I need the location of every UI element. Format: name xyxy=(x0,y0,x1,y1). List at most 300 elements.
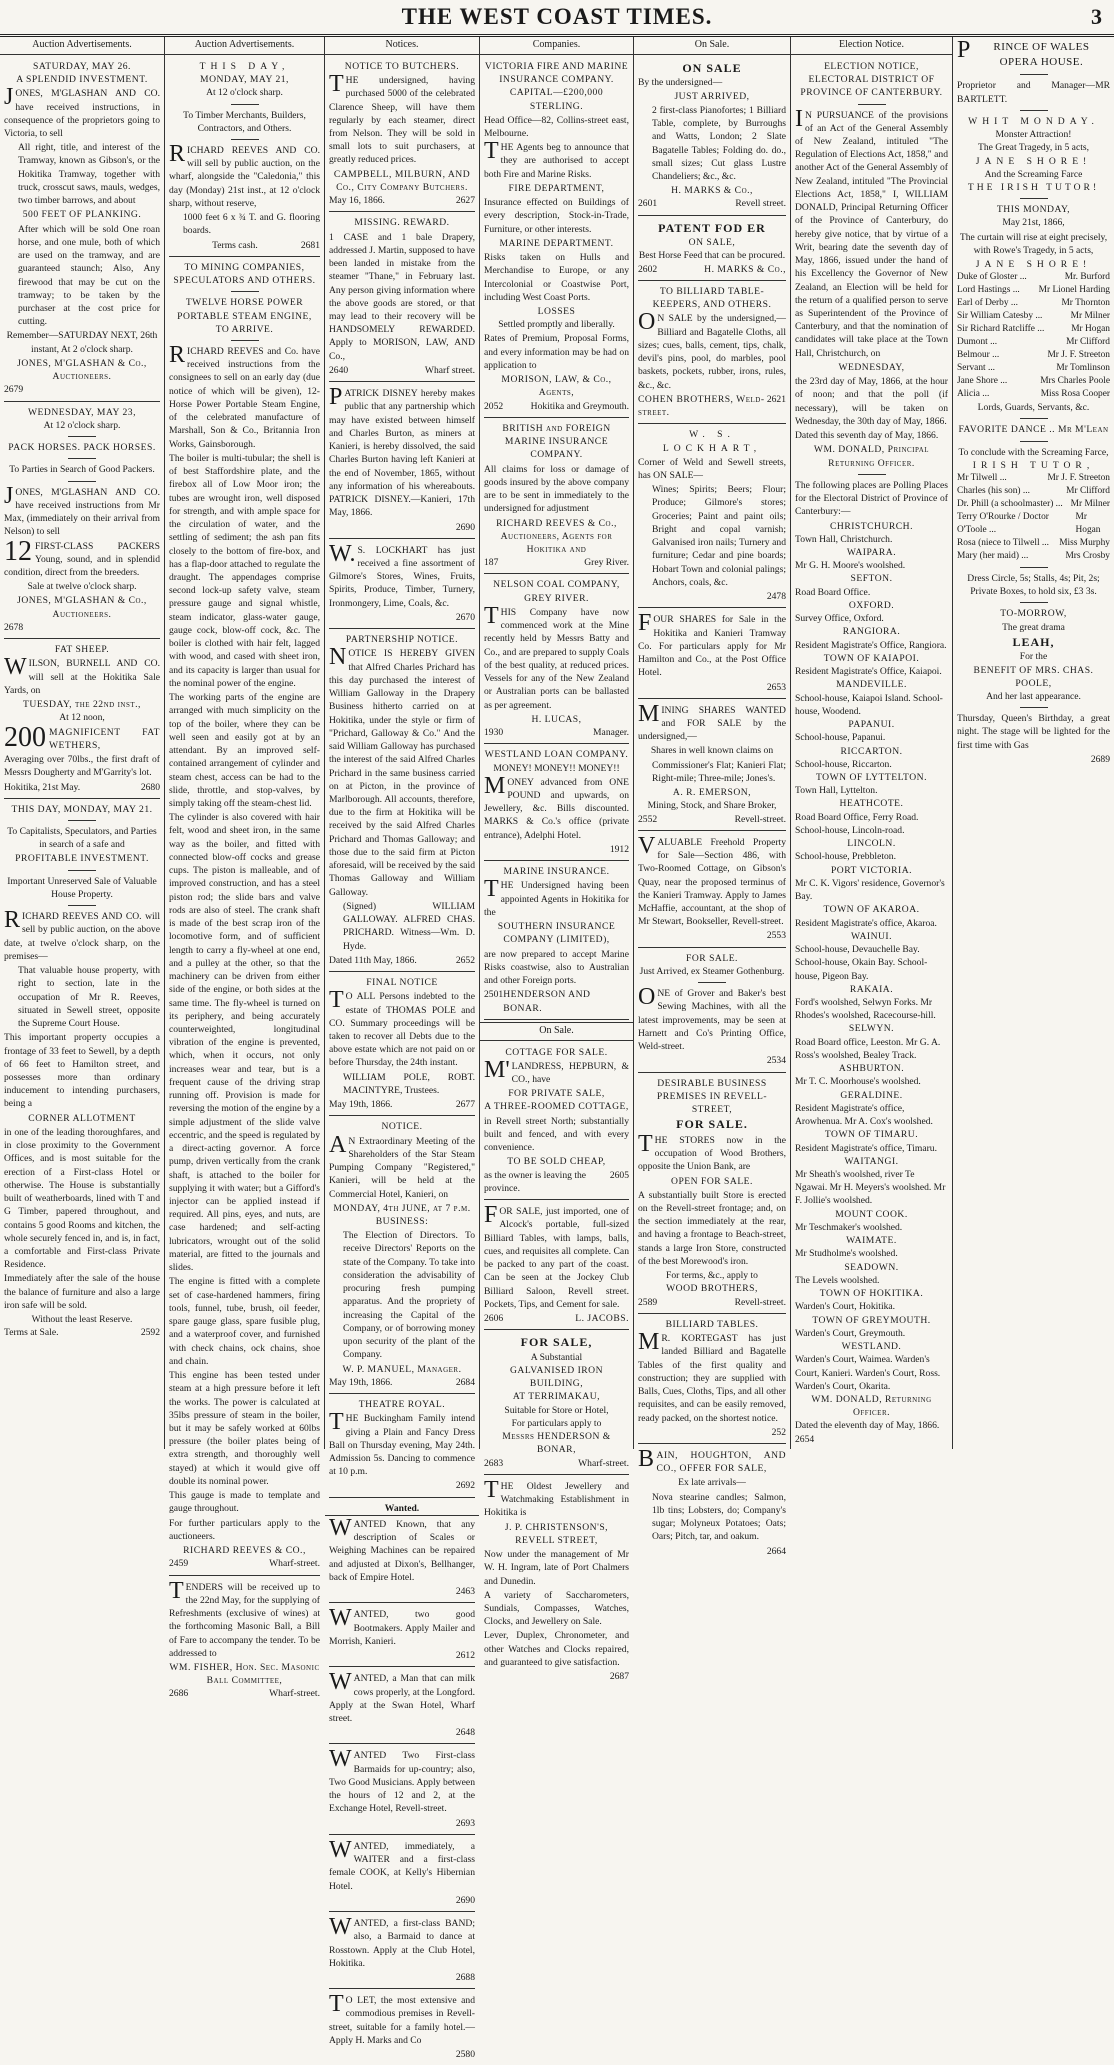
ad-number: 2589 xyxy=(638,1296,658,1308)
ad-by: By the undersigned— xyxy=(638,77,723,89)
column-heading: Notices. xyxy=(325,37,479,55)
ad-bain-houghton xyxy=(638,1446,786,1562)
ad-fire: FIRE DEPARTMENT, xyxy=(508,182,605,194)
rule xyxy=(68,458,96,459)
notice-final xyxy=(329,974,475,1116)
polling-district: CHRISTCHURCH. xyxy=(830,520,913,532)
election-notice xyxy=(795,58,948,1450)
cast-actor: Mr. Burford xyxy=(1064,272,1110,283)
cast-actor: Mr Hogan xyxy=(1071,324,1110,335)
ad-victoria-insurance xyxy=(484,58,629,418)
ad-cheap: TO BE SOLD CHEAP, xyxy=(507,1156,606,1168)
ad-body: THE Oldest Jewellery and Watchmaking Establishment in Hokitika is xyxy=(484,1476,629,1519)
ad-pack-horses xyxy=(4,404,160,640)
ad-terms: Terms cash. xyxy=(212,239,258,251)
ad-signature: H. MARKS & Co., xyxy=(671,185,753,197)
ad-losses: LOSSES xyxy=(537,306,576,318)
notice-lockhart xyxy=(329,541,475,629)
ad-at: AT TERRIMAKAU, xyxy=(512,1391,601,1403)
ad-tramway-shares xyxy=(638,610,786,698)
ad-body: TENDERS will be received up to the 22nd May, for the supplying of Refreshments (exclusive of wines) at the forthcoming Masonic Ball, a Bill of Fare to accompany the tender. To be addressed to xyxy=(169,1577,320,1659)
cast-actor: Mr Hogan xyxy=(1075,511,1101,535)
ad-sub: To Capitalists, Speculators, and Parties in search of a safe and xyxy=(7,825,157,851)
ad-sale: FOR PRIVATE SALE, xyxy=(508,1088,605,1100)
ad-sub2: Important Unreserved Sale of Valuable House Property. xyxy=(7,875,157,900)
polling-place: School-house, Prebbleton. xyxy=(795,851,896,863)
polling-district: TOWN OF TIMARU. xyxy=(824,1129,919,1141)
cast-role: Earl of Derby ... xyxy=(957,298,1018,309)
ad-terms: Terms at Sale. xyxy=(4,1327,59,1339)
polling-place: Resident Magistrate's office, Timaru. xyxy=(795,1142,937,1154)
ad-signature: MORISON, LAW, & Co., Agents, xyxy=(501,374,612,399)
ad-time: At 12 noon, xyxy=(59,712,105,724)
ad-heading: TO BILLIARD TABLE-KEEPERS, AND OTHERS. xyxy=(652,285,772,311)
ad-body: FOUR SHARES for Sale in the Hokitika and Kanieri Tramway Co. For particulars apply for Mr Hamilton and Co., at the Post Office Hotel. xyxy=(638,610,786,679)
ad-open: OPEN FOR SALE. xyxy=(671,1175,753,1187)
ad-signature: WOOD BROTHERS, xyxy=(666,1283,758,1295)
ad-billiard-tables xyxy=(638,1316,786,1444)
ad-arrived: Just Arrived, ex Steamer Gothenburg. xyxy=(639,965,785,977)
ad-body: MR. KORTEGAST has just landed Billiard and Bagatelle Tables of the first quality and construction; they are supplied with Balls, Cues, Cloths, Tips, and all other requisites, and can be easily removed, ready packed, on the shortest notice. xyxy=(638,1329,786,1424)
ad-body: PATRICK DISNEY hereby makes public that any partnership which may have existed between himself and Charles Burton, as miners at Kanieri, is hereby dissolved, the said Charles Burton having left Kanieri at the end of November, 1865, without any information of his whereabouts. PATRICK DISNEY.—Kanieri, 17th May, 1866. xyxy=(329,384,475,519)
ad-reminder: Remember—SATURDAY NEXT, 26th instant, At 2 o'clock sharp. xyxy=(6,330,158,355)
notice-body-1: IN PURSUANCE of the provisions of an Act of the General Assembly of New Zealand, intituled "The Regulation of Elections Act, 1858," and another Act of the General Assembly of New Zealand, intituled "The Provincial Elections Act, 1858," I, WILLIAM DONALD, Principal Returning Officer of the Province of Canterbury, do hereby give notice, that by virtue of a Writ, bearing date the seventh day of May, 1866, issued under the hand of his Excellency the Governor of New Zealand, an Election will be held for the return of a qualified person to serve as Superintendent of the Province of Canterbury, and that the nomination of candidates will take place at the Town Hall, Christchurch, on xyxy=(795,105,948,359)
theatre-this: THIS MONDAY, xyxy=(996,204,1071,216)
polling-district: WAITANGI. xyxy=(844,1155,899,1167)
cast-actor: Miss Rosa Cooper xyxy=(1040,389,1110,400)
ad-particulars: For particulars apply to xyxy=(511,1417,602,1429)
theatre-farce: And the Screaming Farce xyxy=(984,168,1083,180)
polling-district: SELWYN. xyxy=(848,1023,895,1035)
ad-body-2: The boiler is multi-tubular; the shell is of best Staffordshire plate, and the firebox all of Low Moor iron; the tubes are wrought iron, well disposed for strength, and with ample space for the circulation of water, and the settling of sediment; the ash pan fits closely to the bottom of fire-box, and has a flap-door attached to regulate the draught. The appendages comprise second lock-up safety valve, steam pressure gauge and signal whistle, steam indicator, glass-water gauge, gauge cock, blow-off cock, &c. The boiler is clothed with hair felt, lagged with wood, and cased with sheet iron, and its capacity is larger than usual for the nominal power of the engine. xyxy=(169,452,320,689)
polling-district: TOWN OF HOKITIKA. xyxy=(819,1288,924,1300)
column-3 xyxy=(325,37,480,2061)
theatre-whit: WHIT MONDAY. xyxy=(968,115,1099,127)
theatre-prices: Dress Circle, 5s; Stalls, 4s; Pit, 2s; Private Boxes, to hold six, £3 3s. xyxy=(967,572,1100,598)
ad-marine-insurance xyxy=(484,863,629,1020)
ad-number: 2664 xyxy=(766,1545,786,1557)
polling-place: Ford's woolshed, Selwyn Forks. Mr Rhodes's woolshed, Racecourse-hill. xyxy=(795,996,936,1022)
ad-terms: For terms, &c., apply to xyxy=(666,1270,758,1282)
ad-house-property xyxy=(4,801,160,1344)
polling-place: School-house, Devauchelle Bay. School-house, Okain Bay. School-house, Pigeon Bay. xyxy=(795,944,928,982)
ad-sub: Shares in well known claims on xyxy=(650,745,774,757)
wanted-section xyxy=(329,1500,475,1604)
ad-signature: HENDERSON AND BONAR. xyxy=(503,989,591,1014)
polling-place: Warden's Court, Hokitika. xyxy=(795,1301,896,1313)
polling-district: RICCARTON. xyxy=(840,745,903,757)
polling-district: WESTLAND. xyxy=(841,1341,902,1353)
rule xyxy=(231,139,259,140)
rule xyxy=(1020,567,1048,568)
cast-actor: Miss Murphy xyxy=(1059,537,1110,548)
theatre-conclude: To conclude with the Screaming Farce, xyxy=(958,446,1109,458)
cast-row xyxy=(957,472,1110,485)
ad-signature: CAMPBELL, MILBURN, AND Co., City Company Butchers. xyxy=(333,168,471,193)
notice-partnership xyxy=(329,631,475,972)
ad-heading: MARINE INSURANCE. xyxy=(503,866,610,878)
polling-place: Resident Magistrate's Office, Rangiora. xyxy=(795,639,947,651)
ad-fat-sheep xyxy=(4,641,160,799)
ad-desc: A substantially built Store is erected on the Revell-street frontage; and, on the section immediately at the rear, and having a frontage to Beach-street, stands a large Iron Store, constructed of the best Morewood's iron. xyxy=(638,1189,786,1267)
ad-heading: PARTNERSHIP NOTICE. xyxy=(345,634,459,646)
cast-actor: Mr J. F. Streeton xyxy=(1047,350,1110,361)
ad-on-sale-marks xyxy=(638,58,786,216)
ad-heading: BAIN, HOUGHTON, AND CO., OFFER FOR SALE, xyxy=(638,1446,786,1475)
ad-body: MONEY advanced from ONE POUND and upwards, on Jewellery, &c. Bills discounted. MARKS & Co.'s office (private entrance), Adelphi Hotel. xyxy=(484,772,629,841)
ad-variety: A variety of Saccharometers, Sundials, Compasses, Watches, Clocks, and Jewellery on Sale. xyxy=(484,1589,629,1628)
ad-nelson-coal xyxy=(484,576,629,744)
theatre-tutor: IRISH TUTOR, xyxy=(972,459,1095,471)
ad-number: 2690 xyxy=(455,1894,475,1906)
ad-location: in one of the leading thoroughfares, and in close proximity to the Government Offices, and is most suitable for the erection of a First-class Hotel or otherwise. The House is substantially built of weatherboards, lined with T and G Timber, papered throughout, and contains 5 good Rooms and kitchen, the whole securely fenced in, and is, in fact, a comfortable and First-class Private Residence. xyxy=(4,1126,160,1271)
ad-signature: H. MARKS & Co., xyxy=(704,263,786,275)
ad-desc: Averaging over 70lbs., the first draft of Messrs Dougherty and M'Garrity's lot. xyxy=(4,754,160,779)
rule xyxy=(1020,418,1048,419)
ad-number: 2627 xyxy=(455,195,475,207)
polling-district: HEATHCOTE. xyxy=(839,798,904,810)
rule xyxy=(68,820,96,821)
ad-number: 2601 xyxy=(638,198,658,210)
theatre-drama: The great drama xyxy=(1002,621,1065,633)
cast-actor: Mrs Crosby xyxy=(1065,550,1110,561)
wanted-scales: WANTED Known, that any description of Scales or Weighing Machines can be repaired and adjusted at Dixon's, Bellhanger, back of Empire Hotel. xyxy=(329,1514,475,1583)
ad-items: 2 first-class Pianofortes; 1 Billiard Table, complete, by Burroughs and Watts, London; 2 Slate Bagatelle Tables; Folding do. do., small sizes; Cut glass Lustre Chandeliers; &c., &c. xyxy=(652,104,786,182)
ad-body: THE STORES now in the occupation of Wood Brothers, opposite the Union Bank, are xyxy=(638,1130,786,1173)
ad-important: This important property occupies a frontage of 33 feet to Sewell, by a depth of 66 feet to Hamilton street, and possesses more than ordinary inducement to intending purchasers, being a xyxy=(4,1032,160,1110)
ad-body: Corner of Weld and Sewell streets, has ON SALE— xyxy=(638,456,786,481)
ad-pack: FIRST-CLASS PACKERS Young, sound, and in splendid condition, direct from the breeders. xyxy=(4,540,160,578)
ad-body: THE Undersigned having been appointed Agents in Hokitika for the xyxy=(484,876,629,918)
ad-body: THE undersigned, having purchased 5000 of the celebrated Clarence Sheep, will have them regularly by each steamer, direct from Nelson. They will be sold in small lots to suit purchasers, at greatly reduced prices. xyxy=(329,71,475,166)
ad-signature: WILLIAM POLE, ROBT. MACINTYRE, Trustees. xyxy=(343,1071,475,1096)
column-heading: Auction Advertisements. xyxy=(165,37,324,55)
ad-body: WANTED, immediately, a WAITER and a first-class female COOK, at Kelly's Hibernian Hotel. xyxy=(329,1836,475,1892)
ad-steam-engine xyxy=(169,259,320,1576)
ad-day: THIS DAY, xyxy=(199,60,290,72)
ad-items: All right, title, and interest of the Tramway, known as Gibson's, or the Hokitika Tramway, together with truck, crosscut saws, mauls, wedges, two timber barrows, and about xyxy=(18,142,160,207)
ad-number: 2670 xyxy=(455,611,475,623)
cast-row xyxy=(957,297,1110,310)
polling-district: TOWN OF AKAROA. xyxy=(823,904,920,916)
cast-role: Mary (her maid) ... xyxy=(957,550,1029,561)
cast-role: Servant ... xyxy=(957,363,996,374)
rule xyxy=(698,982,726,983)
ad-number: 2605 xyxy=(609,1169,629,1181)
ad-signature: H. LUCAS, xyxy=(531,713,582,725)
column-heading: On Sale. xyxy=(634,37,790,55)
polling-place: Mr Studholme's woolshed. xyxy=(795,1248,898,1260)
polling-place: Warden's Court, Greymouth. xyxy=(795,1327,906,1339)
rule xyxy=(68,436,96,437)
theatre-title: PRINCE OF WALES OPERA HOUSE. xyxy=(957,37,1090,69)
ad-where: Wharf-street. xyxy=(578,1457,629,1469)
ad-number: 2648 xyxy=(455,1727,475,1739)
ad-sale: FOR SALE. xyxy=(676,1117,748,1132)
ad-number: 2463 xyxy=(455,1586,475,1598)
ad-where: Wharf-street. xyxy=(269,1688,320,1700)
ad-signature: W. P. MANUEL, Manager. xyxy=(342,1363,462,1375)
rule xyxy=(1020,441,1048,442)
ad-date: TUESDAY, the 22nd inst., xyxy=(23,699,141,711)
ad-sale: ON SALE, xyxy=(688,237,736,249)
theatre-jane: JANE SHORE! xyxy=(975,155,1092,167)
ad-body: JONES, M'GLASHAN AND CO. have received instructions from Mr Max, (immediately on their arrival from Nelson) to sell xyxy=(4,482,160,538)
cast-role: Terry O'Rourke / Doctor O'Toole ... xyxy=(957,511,1049,535)
polling-place: Road Board Office. xyxy=(795,586,871,598)
ad-big-number: 12 xyxy=(4,535,32,567)
ad-company: SOUTHERN INSURANCE COMPANY (LIMITED), xyxy=(497,921,616,946)
wanted-waiter xyxy=(329,1837,475,1912)
polling-place: School-house, Papanui. xyxy=(795,732,886,744)
ad-number: 2052 xyxy=(484,400,504,412)
ad-signature: WM. FISHER, Hon. Sec. Masonic Ball Committee, xyxy=(169,1661,320,1687)
masthead xyxy=(0,0,1114,37)
ad-items: Nova stearine candles; Salmon, 1lb tins; Lobsters, do; Company's sugar; Molyneux Potatoes; Oats; Oars; Pitch, tar, and oakum. xyxy=(652,1491,786,1543)
polling-district: PORT VICTORIA. xyxy=(830,864,913,876)
ad-heading: FOR SALE, xyxy=(520,1335,593,1350)
ad-sewing-machine xyxy=(638,950,786,1073)
theatre-number: 2689 xyxy=(1090,753,1110,765)
column-heading: On Sale. xyxy=(480,1022,633,1041)
ad-number: 2686 xyxy=(169,1688,189,1700)
theatre-thursday: Thursday, Queen's Birthday, a great night. The stage will be lighted for the first time with Gas xyxy=(957,713,1110,751)
notice-number: 2654 xyxy=(795,1433,815,1445)
ad-body: WANTED, a first-class BAND; also, a Barmaid to dance at Rosstown. Apply at the Club Hotel, Hokitika. xyxy=(329,1914,475,1969)
cast-role: Dr. Phill (a schoolmaster) ... xyxy=(957,498,1063,509)
ad-number: 2459 xyxy=(169,1558,189,1570)
ad-heading: W. S. LOCKHART, xyxy=(662,429,762,454)
ad-tenders xyxy=(169,1578,320,1705)
ad-date: MONDAY, MAY 21, xyxy=(200,74,289,86)
ad-body: ONE of Grover and Baker's best Sewing Machines, with all the latest improvements, may be seen at Harnett and Co's Printing Office, Weld-street. xyxy=(638,984,786,1053)
cast-role: Dumont ... xyxy=(957,337,998,348)
ad-where: Wharf-street. xyxy=(269,1558,320,1570)
polling-place: Resident Magistrate's office, Akaroa. xyxy=(795,917,937,929)
ad-number: 2688 xyxy=(455,1971,475,1983)
notice-body-3: The following places are Polling Places for the Electoral District of Province of Canterbury:— xyxy=(795,479,948,518)
ad-body-8: For further particulars apply to the auctioneers. xyxy=(169,1517,320,1542)
column-5 xyxy=(634,37,791,1557)
ad-signature: JONES, M'GLASHAN & Co., Auctioneers. xyxy=(17,595,147,620)
ad-heading: FOR SALE. xyxy=(686,952,738,964)
theatre-lords: Lords, Guards, Servants, &c. xyxy=(977,402,1090,414)
ad-number: 187 xyxy=(484,557,499,569)
ad-suit: Suitable for Store or Hotel, xyxy=(504,1404,609,1416)
ad-arrive: TO ARRIVE. xyxy=(215,323,274,335)
ad-number: 1930 xyxy=(484,727,504,739)
theatre-tragedy: The Great Tragedy, in 5 acts, xyxy=(977,142,1089,154)
ad-body: RICHARD REEVES AND CO. will sell by public auction, on the above date, at twelve o'clock sharp, on the premises— xyxy=(4,907,160,962)
rule xyxy=(68,905,96,906)
ad-name: J. P. CHRISTENSON'S, xyxy=(504,1521,609,1533)
cast-row xyxy=(957,550,1110,563)
ad-marine-body: Risks taken on Hulls and Merchandise to Europe, or any Intercolonial or Coastwise Port, including West Coast Ports. xyxy=(484,252,629,303)
ad-body: WANTED Two First-class Barmaids for up-country; also, Two Good Musicians. Apply between the hours of 12 and 2, at the Exchange Hotel, Revell-street. xyxy=(329,1746,475,1815)
ad-body: THE Agents beg to announce that they are authorised to accept both Fire and Marine Risks. xyxy=(484,138,629,180)
polling-place: Resident Magistrate's office, Arowhenua. Mr A. Cox's woolshed. xyxy=(795,1102,933,1128)
ad-westland-loan xyxy=(484,746,629,861)
ad-where: Wharf street. xyxy=(424,364,475,376)
ad-freehold xyxy=(638,833,786,948)
ad-what: MAGNIFICENT FAT WETHERS, xyxy=(49,726,160,751)
polling-district: WAIMATE. xyxy=(846,1235,897,1247)
polling-places xyxy=(795,520,948,1393)
ad-what: GALVANISED IRON BUILDING, xyxy=(509,1365,604,1390)
cast-role: Lord Hastings ... xyxy=(957,285,1020,296)
ad-date: May 16, 1866. xyxy=(329,195,385,207)
ad-desc: in Revell street North; substantially built and fenced, and with every convenience. xyxy=(484,1115,629,1154)
ad-mining-shares xyxy=(638,701,786,831)
cast-list-1 xyxy=(957,271,1110,401)
ad-signature: JONES, M'GLASHAN & Co., Auctioneers. xyxy=(17,357,147,383)
ad-number: 2681 xyxy=(300,239,320,251)
polling-district: WAIPARA. xyxy=(846,547,897,558)
ad-heading: NOTICE. xyxy=(381,1121,423,1133)
ad-signature: RICHARD REEVES & CO., xyxy=(183,1545,306,1557)
ad-number: 2678 xyxy=(4,621,24,633)
cast-actor: Mr Clifford xyxy=(1066,485,1110,496)
notice-theatre xyxy=(329,1396,475,1498)
polling-place: Mr C. K. Vigors' residence, Governor's Bay. xyxy=(795,877,945,903)
polling-district: TOWN OF GREYMOUTH. xyxy=(812,1314,931,1326)
polling-district: SEFTON. xyxy=(850,573,893,585)
ad-time: At 12 o'clock sharp. xyxy=(206,87,283,99)
column-6 xyxy=(791,37,953,1449)
column-4 xyxy=(480,37,634,1683)
ad-number: 2552 xyxy=(638,813,658,825)
cast-role: Alicia ... xyxy=(957,389,990,400)
rule xyxy=(231,104,259,105)
ad-items: The Election of Directors. To receive Directors' Reports on the state of the Company. To take into consideration the advisability of procuring fresh pumping apparatus. And the propriety of increasing the Capital of the Company, or of borrowing money upon security of the plant of the Company. xyxy=(343,1230,475,1361)
cast-role: Mr Tilwell ... xyxy=(957,473,1007,484)
ad-body: W.S. LOCKHART has just received a fine assortment of Gilmore's Stores, Wines, Fruits, Spirits, Produce, Timber, Turnery, Ironmongery, Lime, Coals, &c. xyxy=(329,540,475,609)
ad-body-3: The working parts of the engine are arranged with much simplicity on the top of the boiler, where they can be well seen and easily got at by an attendant. By an improved self-contained arrangement of cylinder and steam chest, access can be had to the slide, throttle, and stop-valves, by simply taking off the steam-chest lid. xyxy=(169,692,320,809)
theatre-dance: FAVORITE DANCE .. Mr M'Lean xyxy=(958,424,1109,436)
rule xyxy=(1020,198,1048,199)
notice-heading: ELECTION NOTICE, xyxy=(824,60,919,72)
column-2 xyxy=(165,37,325,1700)
cast-actor: Mr J. F. Streeton xyxy=(1047,473,1110,484)
ad-body: TO ALL Persons indebted to the estate of THOMAS POLE and CO. Summary proceedings will be taken to recover all Debts due to the above estate which are not paid on or before Thursday, the 24th instant. xyxy=(329,987,475,1069)
ad-heading: COTTAGE FOR SALE. xyxy=(505,1046,608,1058)
ad-british-marine xyxy=(484,420,629,575)
polling-district: TOWN OF LYTTELTON. xyxy=(816,771,927,783)
ad-flooring xyxy=(169,58,320,257)
polling-district: TOWN OF KAIAPOI. xyxy=(823,652,920,664)
ad-number: 2683 xyxy=(484,1457,504,1469)
rule xyxy=(231,291,259,292)
ad-body: 1 CASE and 1 bale Drapery, addressed J. Martin, supposed to have been landed in mistake from the steamer "Thane," in February last. Any person giving information where the above goods are stored, or that may lead to their recovery will be HANDSOMELY REWARDED. Apply to MORISON, LAW, AND Co., xyxy=(329,231,475,362)
ad-marine: MARINE DEPARTMENT. xyxy=(499,237,614,249)
notice-butchers xyxy=(329,58,475,213)
ad-number: 2580 xyxy=(455,2049,475,2061)
polling-place: The Levels woolshed. xyxy=(795,1274,880,1286)
ad-place: Hokitika, 21st May. xyxy=(4,781,81,793)
section-heading: Wanted. xyxy=(325,1502,479,1516)
polling-place: Survey Office, Oxford. xyxy=(795,613,884,625)
ad-number: 2553 xyxy=(766,930,786,942)
notice-day: WEDNESDAY, xyxy=(838,361,905,373)
ad-number: 2677 xyxy=(455,1099,475,1111)
notice-signature: WM. DONALD, Principal Returning Officer. xyxy=(813,444,930,469)
cast-row xyxy=(957,498,1110,511)
ad-heading: THEATRE ROYAL. xyxy=(358,1399,446,1411)
ad-plank: 500 FEET OF PLANKING. xyxy=(22,209,142,221)
cast-row xyxy=(957,511,1110,537)
theatre-for: For the xyxy=(1019,651,1048,663)
ad-capital: CAPITAL—£200,000 STERLING. xyxy=(509,87,604,112)
columns xyxy=(0,37,1114,2061)
theatre-manager: Proprietor and Manager—MR BARTLETT. xyxy=(957,80,1110,105)
ad-sub: A Substantial xyxy=(530,1351,583,1363)
ad-rates: Rates of Premium, Proposal Forms, and every information may be had on application to xyxy=(484,333,629,371)
ad-body: THE Buckingham Family intend giving a Plain and Fancy Dress Ball on Thursday evening, May 24th. Admission 5s. Dancing to commence at 10 p.m. xyxy=(329,1409,475,1478)
ad-number: 2684 xyxy=(455,1376,475,1388)
polling-place: Warden's Court, Waimea. Warden's Court, Kanieri. Warden's Court, Ross. Warden's Court, Okarita. xyxy=(795,1354,941,1392)
polling-place: Road Board office, Leeston. Mr G. A. Ross's woolshed, Bealey Track. xyxy=(795,1036,941,1061)
ad-date-2: May 19th, 1866. xyxy=(329,1376,393,1388)
cast-actor: Mrs Charles Poole xyxy=(1040,376,1110,387)
cast-row xyxy=(957,375,1110,388)
cast-row xyxy=(957,485,1110,498)
cast-role: Charles (his son) ... xyxy=(957,485,1030,496)
cast-role: Sir William Catesby ... xyxy=(957,311,1043,322)
rule xyxy=(231,340,259,341)
ad-why: as the owner is leaving the province. xyxy=(484,1169,587,1194)
polling-district: RAKAIA. xyxy=(849,983,894,995)
ad-signature: A. R. EMERSON, xyxy=(672,787,752,799)
ad-heading: NOTICE TO BUTCHERS. xyxy=(344,60,460,72)
ad-losses-body: Settled promptly and liberally. xyxy=(498,319,615,331)
polling-district: MANDEVILLE. xyxy=(836,679,907,691)
ad-business-premises xyxy=(638,1075,786,1314)
ad-number: 2679 xyxy=(4,384,24,396)
ad-number: 2653 xyxy=(766,681,786,693)
wanted-band xyxy=(329,1914,475,1989)
column-heading: Election Notice. xyxy=(791,37,952,55)
theatre-benefit: BENEFIT OF MRS. CHAS. POOLE, xyxy=(973,664,1094,689)
ad-fodder xyxy=(638,218,786,281)
ad-where: Revell-street. xyxy=(734,813,786,825)
ad-body: WANTED, two good Bootmakers. Apply Mailer and Morrish, Kanieri. xyxy=(329,1605,475,1647)
cast-row xyxy=(957,284,1110,297)
ad-sale: Sale at twelve o'clock sharp. xyxy=(27,581,137,593)
cast-row xyxy=(957,537,1110,550)
ad-desc: That valuable house property, with right to section, late in the occupation of Mr R. Reeves, situated in Sewell street, opposite the Supreme Court House. xyxy=(18,965,160,1030)
ad-lockhart-sale xyxy=(638,426,786,608)
notice-meeting xyxy=(329,1118,475,1394)
ad-date: May 19th, 1866. xyxy=(329,1099,393,1111)
cast-role: Jane Shore ... xyxy=(957,376,1008,387)
ad-number: 2606 xyxy=(484,1312,504,1324)
ad-time: At 12 o'clock sharp. xyxy=(43,419,121,431)
ad-number: 1912 xyxy=(609,843,629,855)
ad-body-7: This gauge is made to template and gauge throughout. xyxy=(169,1490,320,1515)
theatre-ad xyxy=(957,37,1110,770)
cast-row xyxy=(957,388,1110,401)
cast-row xyxy=(957,323,1110,336)
cast-list-2 xyxy=(957,472,1110,563)
ad-number: 2501 xyxy=(484,989,504,1001)
theatre-jane-2: JANE SHORE! xyxy=(975,259,1092,271)
ad-date: MONDAY, 4th JUNE, at 7 p.m. xyxy=(333,1202,471,1214)
polling-district: ASHBURTON. xyxy=(838,1063,905,1075)
ad-fire-body: Insurance effected on Buildings of every description, Stock-in-Trade, Furniture, or other interests. xyxy=(484,197,629,235)
column-heading: Companies. xyxy=(480,37,633,55)
ad-number: 2680 xyxy=(140,781,160,793)
ad-date: SATURDAY, MAY 26. xyxy=(33,60,131,72)
